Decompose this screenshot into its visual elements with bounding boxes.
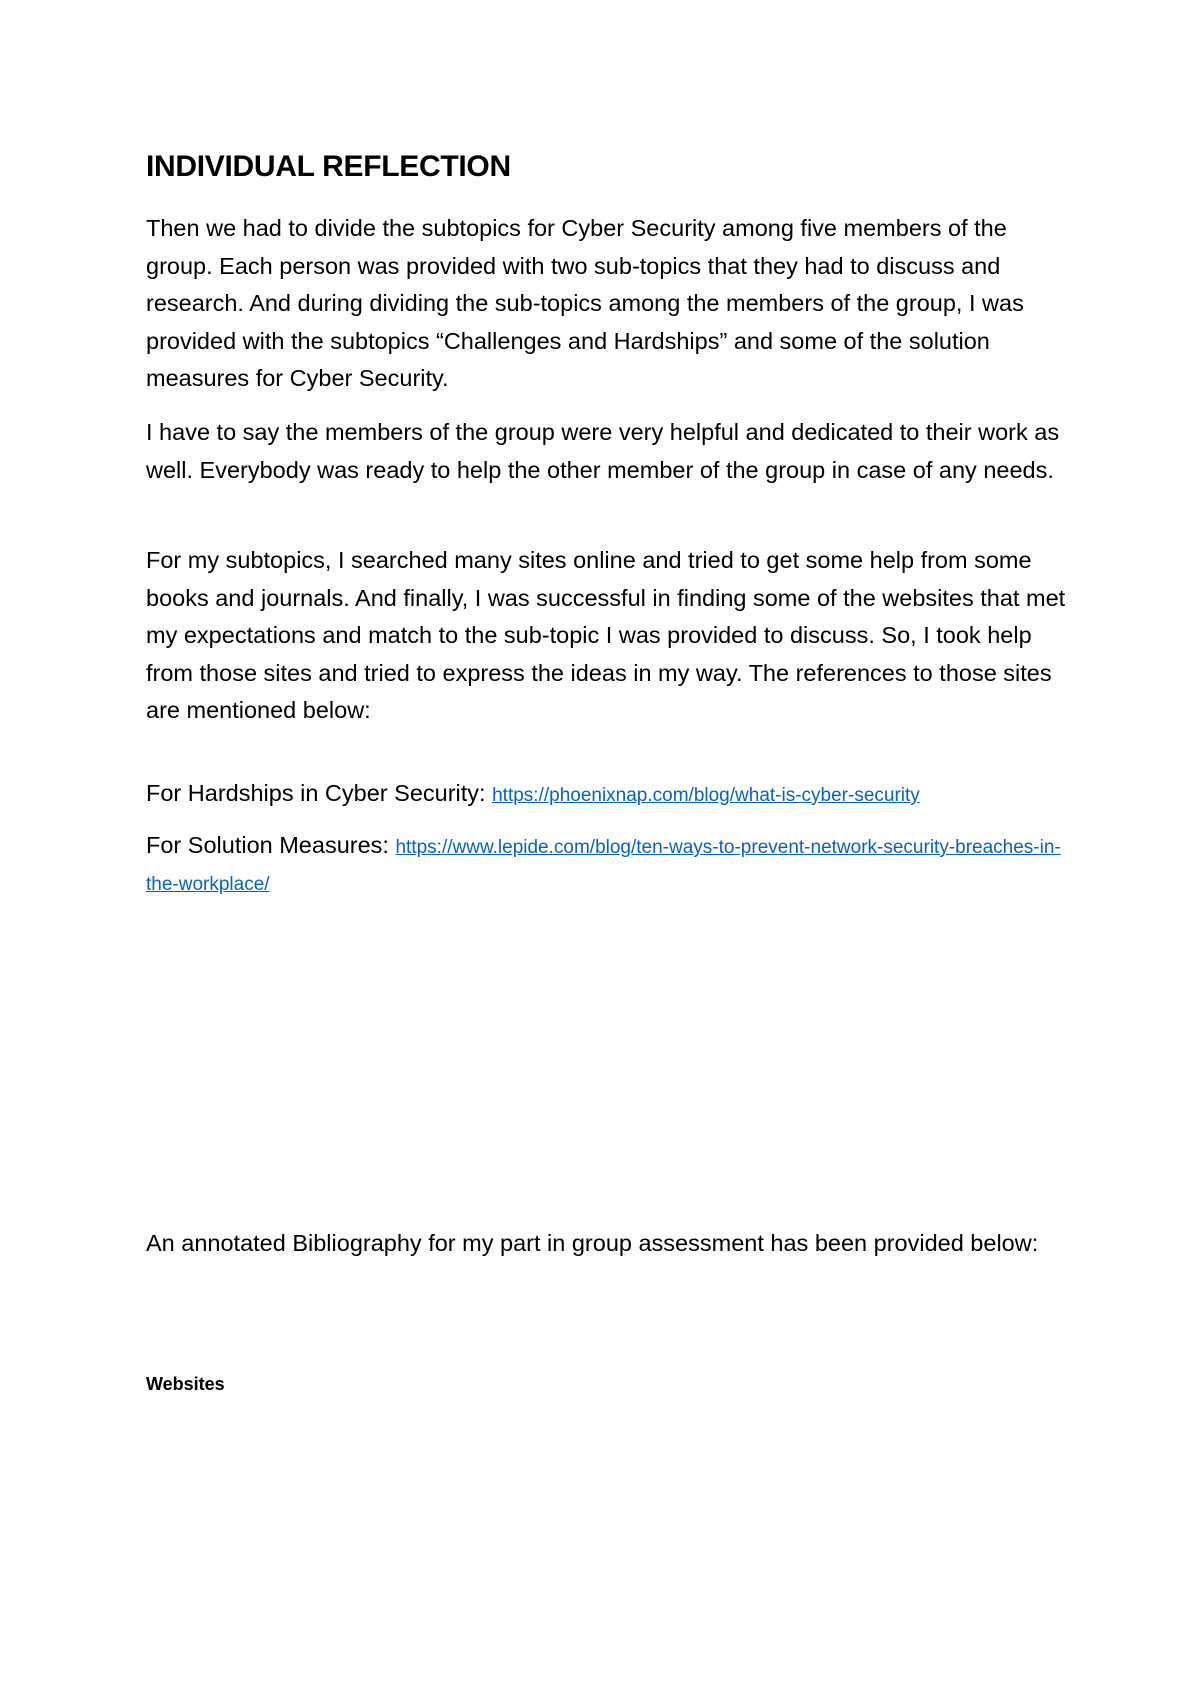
reference-hardships bbox=[146, 776, 1066, 813]
paragraph-task-division: Then we had to divide the subtopics for Cyber Security among five members of the group. Each person was provided with two sub-topics that they had to discuss and research. And during dividing the sub-topics among the members of the group, I was provided with the subtopics “Challenges and Hardships” and some of the solution measures for Cyber Security. bbox=[146, 215, 1024, 391]
reference-link-phoenixnap[interactable]: https://phoenixnap.com/blog/what-is-cyber-security bbox=[492, 785, 920, 806]
section-subheading-websites: Websites bbox=[146, 1374, 225, 1394]
reference-solution-measures bbox=[146, 828, 1066, 902]
reference-label: For Hardships in Cyber Security: bbox=[146, 780, 493, 806]
bibliography-intro: An annotated Bibliography for my part in group assessment has been provided below: bbox=[146, 1230, 1039, 1256]
page-title: INDIVIDUAL REFLECTION bbox=[146, 150, 511, 183]
reference-link-lepide[interactable]: https://www.lepide.com/blog/ten-ways-to-prevent-network-security-breaches-in-the-workplace/ bbox=[146, 837, 1061, 895]
paragraph-group-members: I have to say the members of the group were very helpful and dedicated to their work as well. Everybody was ready to help the other member of the group in case of any needs. bbox=[146, 419, 1060, 483]
paragraph-research-sources: For my subtopics, I searched many sites online and tried to get some help from some books and journals. And finally, I was successful in finding some of the websites that met my expectations and match to the sub-topic I was provided to discuss. So, I took help from those sites and tried to express the ideas in my way. The references to those sites are mentioned below: bbox=[146, 547, 1066, 723]
reference-label: For Solution Measures: bbox=[146, 832, 396, 858]
